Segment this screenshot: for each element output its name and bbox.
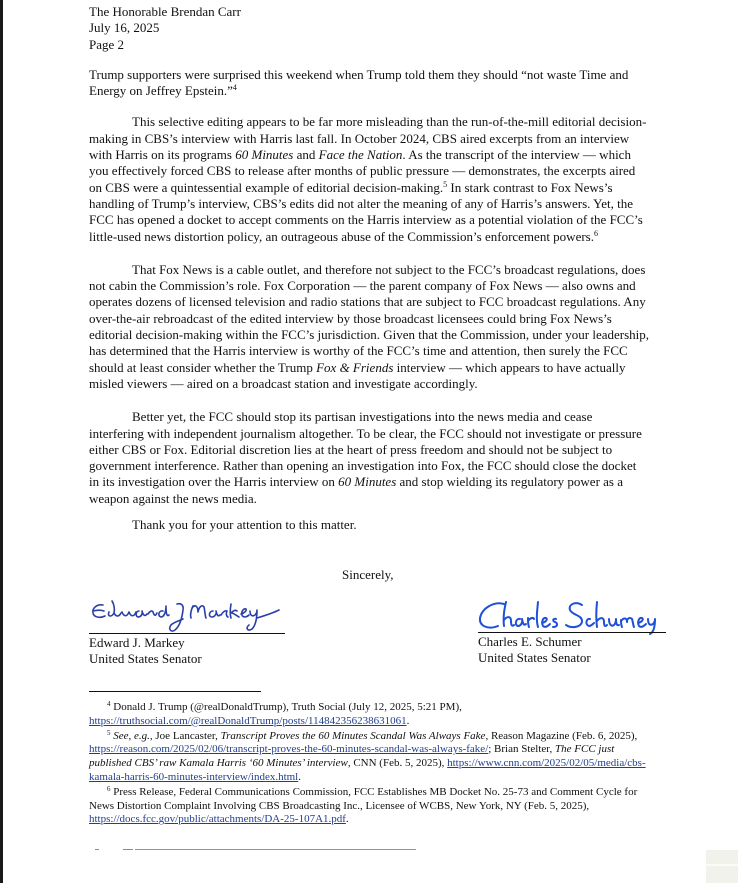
- footnote-4-text: Donald J. Trump (@realDonaldTrump), Truth Social (July 12, 2025, 5:21 PM),: [113, 701, 462, 713]
- footnote-4: [89, 701, 649, 729]
- signature-markey-script: [89, 596, 289, 636]
- signer-right-title: United States Senator: [478, 650, 591, 666]
- footnote-5-link-cnn[interactable]: https://www.cnn.com/2025/02/05/media/cbs-kamala-harris-60-minutes-interview/index.html: [89, 757, 646, 783]
- signature-markey: [89, 596, 289, 636]
- footnote-6-link[interactable]: https://docs.fcc.gov/public/attachments/DA-25-107A1.pdf: [89, 813, 346, 826]
- cut-off-link-underline: [135, 849, 416, 850]
- footnote-6-text: Press Release, Federal Communications Commission, FCC Establishes MB Docket No. 25-73 and Comment Cycle for News Distortion Complaint Involving CBS Broadcasting Inc., Licensee of WCBS, New York, NY (Feb. 5, 2025),: [89, 785, 638, 812]
- page-left-edge: [0, 0, 3, 883]
- footnote-4-link[interactable]: https://truthsocial.com/@realDonaldTrump/posts/114842356238631061: [89, 714, 407, 727]
- closing-sincerely: Sincerely,: [342, 567, 394, 582]
- footnote-5-text-d: , CNN (Feb. 5, 2025),: [347, 757, 448, 770]
- paragraph-epstein-text: Trump supporters were surprised this weekend when Trump told them they should “not waste Time and Energy on Jeffrey Epstein.”: [89, 66, 629, 99]
- viewer-corner-widget[interactable]: [706, 850, 738, 883]
- page-number: Page 2: [89, 36, 125, 52]
- footnote-ref-4[interactable]: 4: [232, 83, 237, 93]
- cut-off-mark: [123, 849, 133, 850]
- recipient-line: The Honorable Brendan Carr: [89, 4, 241, 19]
- signature-line-left: [89, 633, 285, 634]
- p4-text-b: and stop wielding its regulatory power as a weapon against the news media.: [89, 474, 623, 506]
- date-line: July 16, 2025: [89, 20, 160, 36]
- program-60-minutes: 60 Minutes: [235, 147, 294, 163]
- p2-text-c: . As the transcript of the interview — which you effectively forced CBS to release after months of public pressure — demonstrates, the excerpts aired on CBS were a quintessential example of editorial decision-making.: [89, 147, 636, 195]
- footnote-5: [89, 730, 649, 785]
- footnote-5-text-c: ; Brian Stelter,: [488, 743, 556, 756]
- p2-text-b: and: [293, 147, 319, 163]
- footnotes: [89, 701, 649, 827]
- signer-right: [478, 634, 591, 667]
- program-fox-and-friends: Fox & Friends: [316, 359, 394, 375]
- program-face-the-nation: Face the Nation: [318, 147, 403, 163]
- paragraph-selective-editing: [89, 114, 649, 244]
- signature-line-right: [478, 632, 666, 633]
- footnote-5-title-cnn: The FCC just published CBS’ raw Kamala Harris ‘60 Minutes’ interview: [89, 743, 615, 770]
- footnote-5-number: 5: [107, 728, 111, 737]
- footnote-5-see: See, e.g.: [113, 729, 150, 742]
- letter-body: [89, 4, 649, 533]
- footnote-4-end: .: [406, 714, 410, 727]
- footnote-6-number: 6: [107, 784, 111, 793]
- footnote-5-text-b: , Reason Magazine (Feb. 6, 2025),: [485, 729, 638, 742]
- p3-text-b: interview — which appears to have actually misled viewers — aired on a broadcast station and investigate accordingly.: [89, 359, 626, 391]
- signer-left-title: United States Senator: [89, 651, 202, 667]
- footnote-5-text-a: , Joe Lancaster,: [149, 729, 221, 742]
- footnote-ref-6[interactable]: 6: [593, 228, 598, 238]
- paragraph-thank-you: Thank you for your attention to this matter.: [132, 517, 357, 533]
- cut-off-mark: [95, 849, 99, 850]
- p4-text-a: Better yet, the FCC should stop its partisan investigations into the news media and cease interfering with independent journalism altogether. To be clear, the FCC should not investigate or pressure either CBS or Fox. Editorial discretion lies at the heart of press freedom and should not be subject to government interference. Rather than opening an investigation into Fox, the FCC should close the docket in its investigation over the Harris interview on: [89, 409, 642, 490]
- footnote-5-title-reason: Transcript Proves the 60 Minutes Scandal Was Always Fake: [220, 729, 486, 742]
- footnote-5-link-reason[interactable]: https://reason.com/2025/02/06/transcript-proves-the-60-minutes-scandal-was-always-fake/: [89, 743, 489, 756]
- cut-off-next-footnote: [89, 846, 416, 852]
- p2-text-d: In stark contrast to Fox News’s handling of Trump’s interview, CBS’s edits did not alter the meaning of any of Harris’s answers. Yet, the FCC has opened a docket to accept comments on the Harris interview as a potential violation of the FCC’s little-used news distortion policy, an outrageous abuse of the Commission’s enforcement powers.: [89, 179, 643, 244]
- footnote-6: [89, 786, 649, 827]
- signer-left-name: Edward J. Markey: [89, 635, 185, 650]
- p2-text-a: This selective editing appears to be far more misleading than the run-of-the-mill editorial decision-making in CBS’s interview with Harris last fall. In October 2024, CBS aired excerpts from an interview with Harris on its programs: [89, 114, 647, 163]
- footnote-6-end: .: [345, 813, 349, 826]
- footnote-separator: [89, 691, 261, 692]
- p3-text-a: That Fox News is a cable outlet, and therefore not subject to the FCC’s broadcast regulations, does not cabin the Commission’s role. Fox Corporation — the parent company of Fox News — also owns and operates dozens of licensed television and radio stations that are subject to FCC broadcast regulations. Any over-the-air rebroadcast of the edited interview by those broadcast licensees could bring Fox News’s editorial decision-making within the FCC’s jurisdiction. Given that the Commission, under your leadership, has determined that the Harris interview is worthy of the FCC’s time and attention, then surely the FCC should at least consider whether the Trump: [89, 261, 650, 375]
- footnote-4-number: 4: [107, 700, 111, 708]
- footnote-ref-5[interactable]: 5: [443, 179, 448, 189]
- paragraph-epstein: [89, 67, 649, 100]
- signer-left: [89, 635, 202, 668]
- paragraph-fox-news-cable: [89, 262, 649, 392]
- footnote-5-end: .: [298, 770, 301, 783]
- program-60-minutes-2: 60 Minutes: [338, 474, 397, 490]
- viewer-corner-bar: [706, 864, 738, 866]
- signer-right-name: Charles E. Schumer: [478, 634, 582, 649]
- paragraph-better-yet: [89, 409, 649, 507]
